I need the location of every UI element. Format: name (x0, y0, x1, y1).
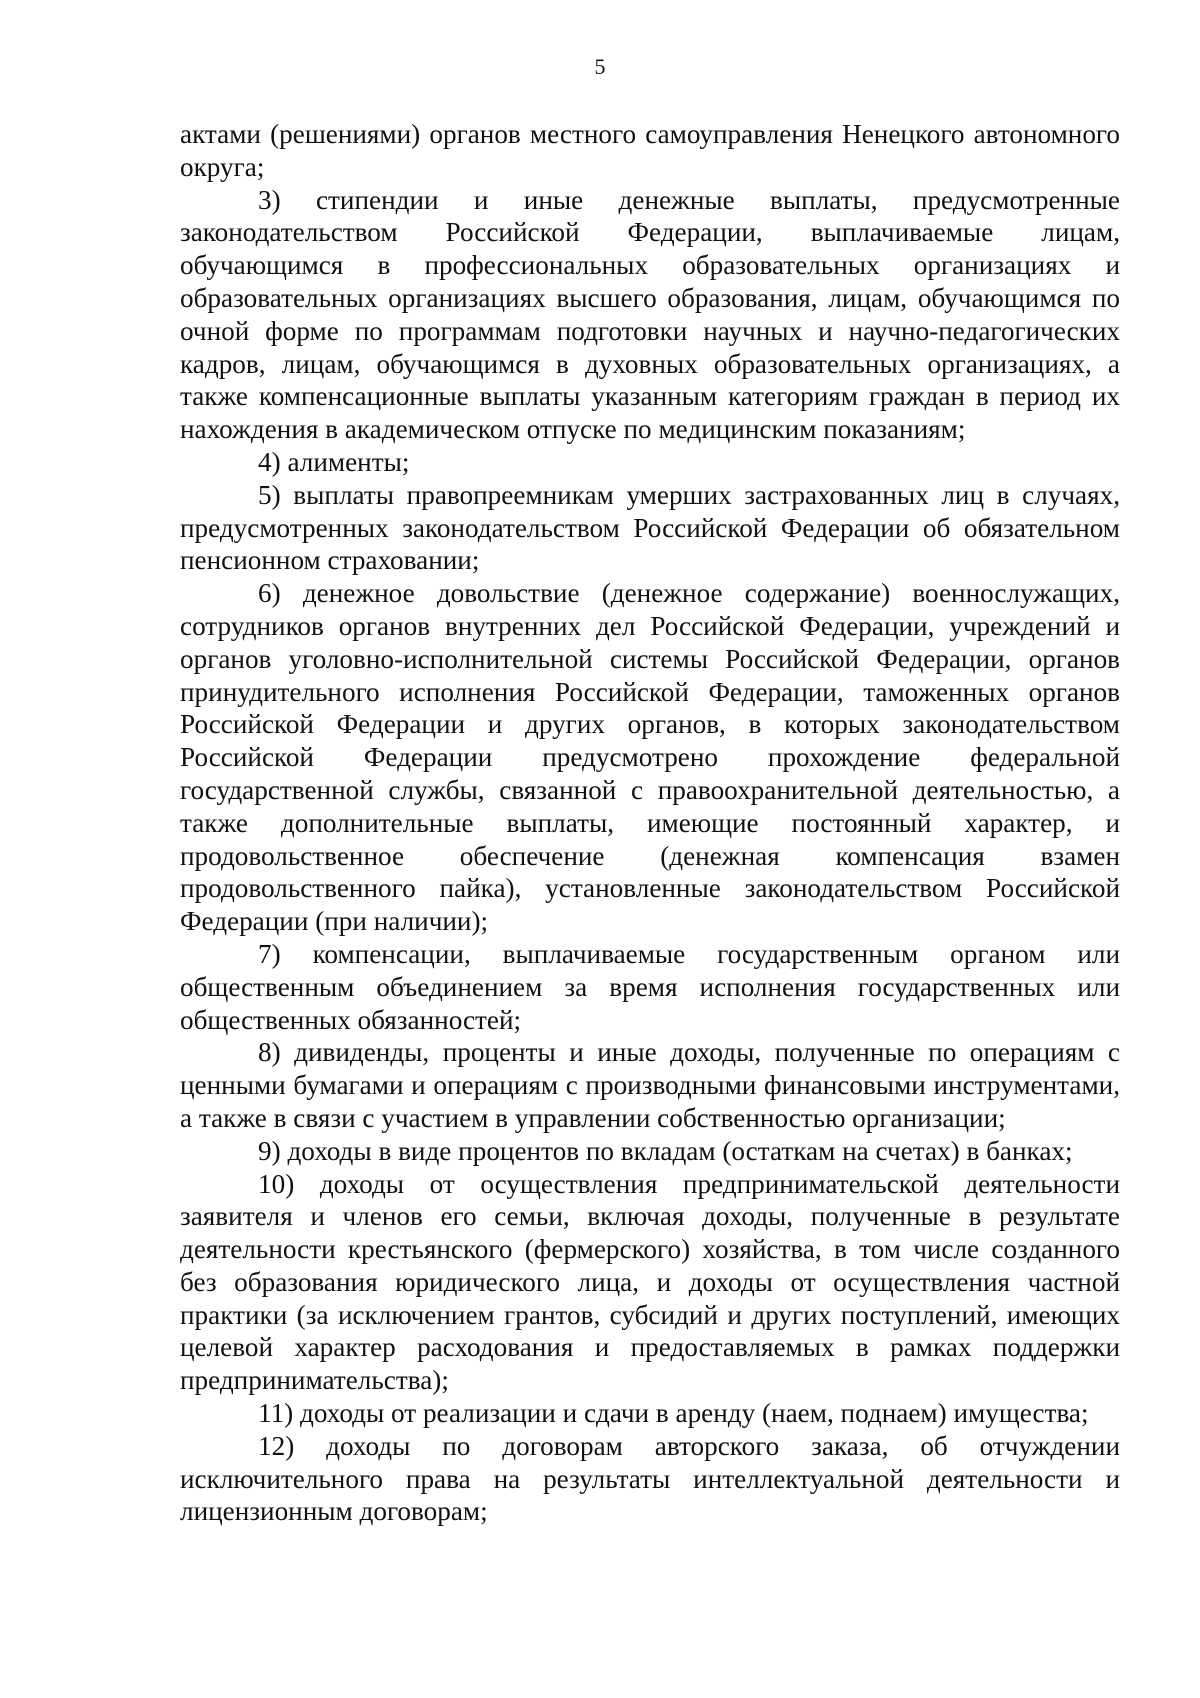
paragraph-item-10: 10) доходы от осуществления предпринимательской деятельности заявителя и членов его семьи, включая доходы, полученные в результате деятельности крестьянского (фермерского) хозяйства, в том числе созданного без образования юридического лица, и доходы от осуществления частной практики (за исключением грантов, субсидий и других поступлений, имеющих целевой характер расходования и предоставляемых в рамках поддержки предпринимательства); (180, 1168, 1120, 1396)
paragraph-item-5: 5) выплаты правопреемникам умерших застрахованных лиц в случаях, предусмотренных законодательством Российской Федерации об обязательном пенсионном страховании; (180, 479, 1120, 576)
paragraph-item-6: 6) денежное довольствие (денежное содержание) военнослужащих, сотрудников органов внутренних дел Российской Федерации, учреждений и органов уголовно-исполнительной системы Российской Федерации, органов принудительного исполнения Российской Федерации, таможенных органов Российской Федерации и других органов, в которых законодательством Российской Федерации предусмотрено прохождение федеральной государственной службы, связанной с правоохранительной деятельностью, а также дополнительные выплаты, имеющие постоянный характер, и продовольственное обеспечение (денежная компенсация взамен продовольственного пайка), установленные законодательством Российской Федерации (при наличии); (180, 578, 1120, 937)
paragraph-item-12: 12) доходы по договорам авторского заказа, об отчуждении исключительного права на результаты интеллектуальной деятельности и лицензионным договорам; (180, 1430, 1120, 1527)
paragraph-item-7: 7) компенсации, выплачиваемые государственным органом или общественным объединением за время исполнения государственных или общественных обязанностей; (180, 938, 1120, 1035)
page-number: 5 (594, 54, 606, 79)
paragraph-continuation: актами (решениями) органов местного самоуправления Ненецкого автономного округа; (180, 119, 1120, 182)
paragraph-item-4: 4) алименты; (258, 446, 410, 477)
paragraph-item-3: 3) стипендии и иные денежные выплаты, предусмотренные законодательством Российской Федерации, выплачиваемые лицам, обучающимся в профессиональных образовательных организациях и образовательных организациях высшего образования, лицам, обучающимся по очной форме по программам подготовки научных и научно-педагогических кадров, лицам, обучающимся в духовных образовательных организациях, а также компенсационные выплаты указанным категориям граждан в период их нахождения в академическом отпуске по медицинским показаниям; (180, 184, 1120, 445)
paragraph-item-11: 11) доходы от реализации и сдачи в аренду (наем, поднаем) имущества; (258, 1398, 1089, 1429)
paragraph-item-9: 9) доходы в виде процентов по вкладам (остаткам на счетах) в банках; (258, 1135, 1073, 1166)
paragraph-item-8: 8) дивиденды, проценты и иные доходы, полученные по операциям с ценными бумагами и операциям с производными финансовыми инструментами, а также в связи с участием в управлении собственностью организации; (180, 1037, 1120, 1133)
document-body (180, 118, 1120, 1528)
